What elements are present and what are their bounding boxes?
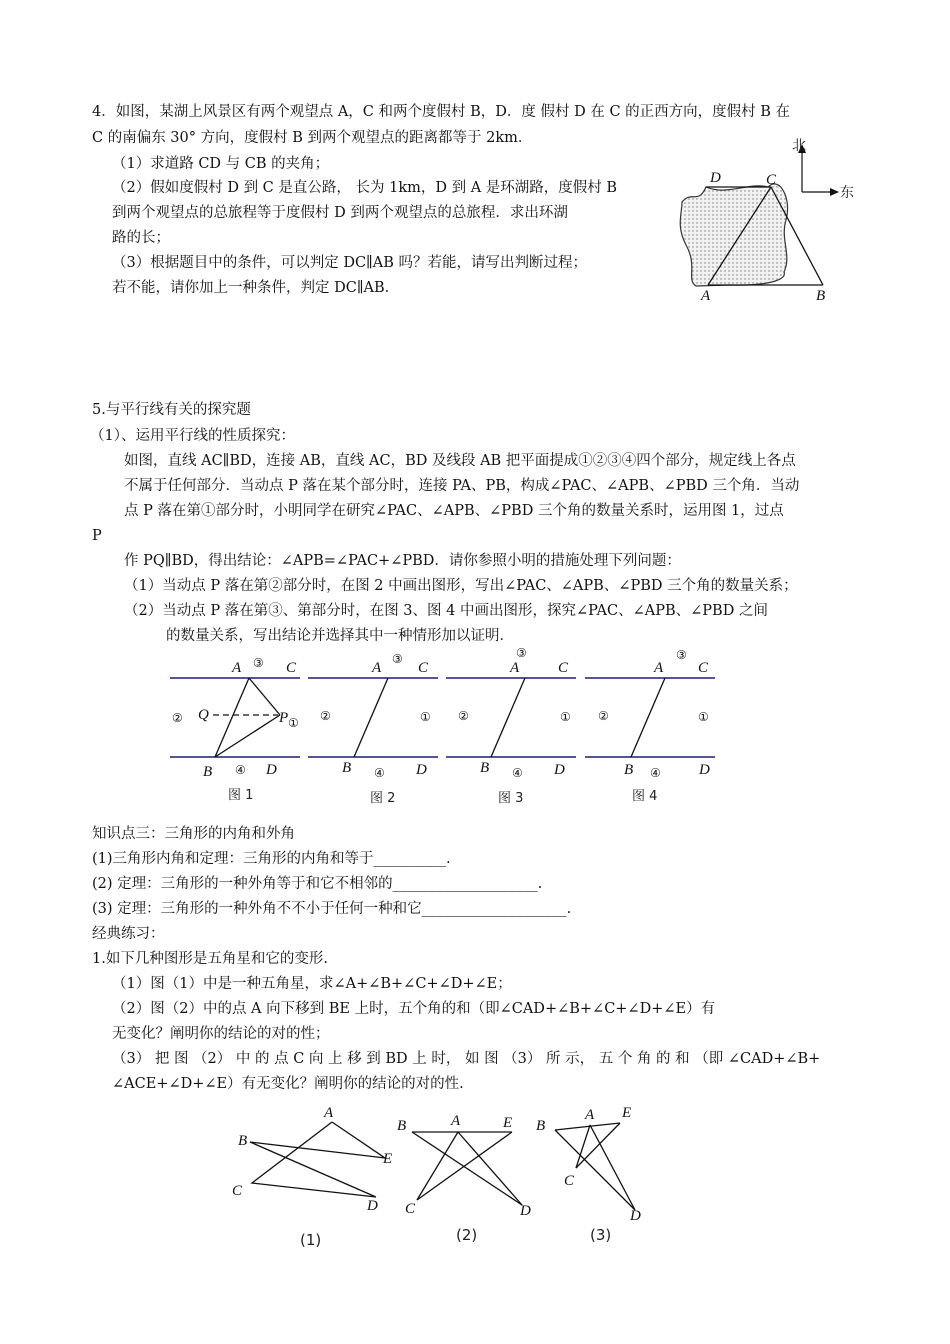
p4-line-7: （3）根据题目中的条件，可以判定 DC∥AB 吗？若能，请写出判断过程； — [112, 255, 587, 271]
p5-line-4: P — [92, 528, 102, 544]
north-label: 北 — [792, 138, 806, 154]
figure-2 — [308, 652, 438, 806]
s1-B: B — [238, 1133, 248, 1149]
point-A: A — [701, 288, 711, 304]
lake-shape — [680, 184, 787, 286]
s1-E: E — [383, 1151, 393, 1167]
f3-caption: 图 3 — [498, 791, 524, 806]
point-C: C — [766, 172, 777, 188]
f3-B: B — [480, 760, 490, 776]
p4-line-2: C 的南偏东 30° 方向，度假村 B 到两个观望点的距离都等于 2km． — [92, 130, 533, 146]
f3-r2: ② — [458, 709, 469, 723]
parallel-figures — [160, 645, 730, 810]
f4-r4: ④ — [650, 766, 661, 780]
star-figure-1 — [232, 1105, 392, 1249]
figure-3 — [446, 646, 576, 806]
practice-line-2: （2）图（2）中的点 A 向下移到 BE 上时，五个角的和（即∠CAD+∠B+∠C+∠D+∠E）有 — [112, 1001, 716, 1017]
f4-caption: 图 4 — [632, 789, 658, 804]
f1-C: C — [286, 660, 297, 676]
s3-E: E — [622, 1105, 632, 1121]
f4-C: C — [698, 660, 709, 676]
s3-D: D — [630, 1208, 641, 1224]
f1-r3: ③ — [253, 656, 264, 670]
f1-r1: ① — [288, 716, 299, 730]
f1-r2: ② — [172, 711, 183, 725]
p5-line-2: 不属于任何部分．当动点 P 落在某个部分时，连接 PA、PB，构成∠PAC、∠APB、∠PBD 三个角．当动 — [124, 478, 800, 494]
f2-B: B — [342, 760, 352, 776]
p5-sub1: （1）、运用平行线的性质探究： — [90, 428, 295, 444]
s2-E: E — [503, 1115, 513, 1131]
star-figure-2 — [397, 1113, 531, 1244]
star-figure-3 — [536, 1105, 641, 1244]
s2-C: C — [405, 1201, 416, 1217]
s2-B: B — [397, 1118, 407, 1134]
f3-r4: ④ — [512, 766, 523, 780]
f2-r2: ② — [320, 709, 331, 723]
f3-r1: ① — [560, 710, 571, 724]
f1-Q: Q — [198, 707, 209, 723]
k3-item-2: (2) 定理：三角形的一种外角等于和它不相邻的____________________. — [92, 876, 543, 892]
s3-caption: (3) — [590, 1226, 612, 1244]
point-B: B — [816, 288, 826, 304]
p5-line-1: 如图，直线 AC∥BD，连接 AB，直线 AC，BD 及线段 AB 把平面提成①②③④四个部分，规定线上各点 — [124, 453, 796, 469]
f2-r4: ④ — [374, 766, 385, 780]
f3-r3: ③ — [516, 646, 527, 660]
practice-line-5: ∠ACE+∠D+∠E）有无变化？阐明你的结论的对的性. — [112, 1076, 464, 1092]
s3-C: C — [564, 1173, 575, 1189]
f1-caption: 图 1 — [228, 788, 254, 803]
practice-line-3: 无变化？阐明你的结论的对的性； — [112, 1026, 330, 1042]
s2-caption: (2) — [456, 1226, 478, 1244]
s1-D: D — [367, 1198, 378, 1214]
p5-line-7: （2）当动点 P 落在第③、第部分时，在图 3、图 4 中画出图形，探究∠PAC、∠APB、∠PBD 之间 — [124, 603, 768, 619]
f2-D: D — [416, 762, 427, 778]
p4-line-8: 若不能，请你加上一种条件，判定 DC∥AB． — [112, 280, 400, 296]
f2-C: C — [418, 660, 429, 676]
f3-C: C — [558, 660, 569, 676]
p4-line-4: （2）假如度假村 D 到 C 是直公路， 长为 1km，D 到 A 是环湖路，度假村 B — [112, 180, 618, 196]
p4-line-6: 路的长； — [112, 230, 170, 246]
f3-D: D — [554, 762, 565, 778]
k3-title: 知识点三：三角形的内角和外角 — [92, 826, 295, 842]
s3-A: A — [585, 1107, 595, 1123]
practice-title: 经典练习： — [92, 926, 165, 942]
lake-figure — [668, 130, 868, 305]
point-D: D — [710, 170, 721, 186]
star-figures — [220, 1095, 660, 1260]
k3-item-1: (1)三角形内角和定理：三角形的内角和等于__________. — [92, 851, 451, 867]
p5-title: 5.与平行线有关的探究题 — [92, 402, 251, 418]
f2-r1: ① — [420, 710, 431, 724]
f3-A: A — [510, 660, 520, 676]
figure-4 — [585, 648, 715, 804]
f1-D: D — [266, 762, 277, 778]
f4-D: D — [699, 762, 710, 778]
p5-line-5: 作 PQ∥BD，得出结论：∠APB=∠PAC+∠PBD．请你参照小明的措施处理下列问题： — [124, 553, 681, 569]
p4-line-3: （1）求道路 CD 与 CB 的夹角； — [112, 156, 330, 172]
p5-line-8: 的数量关系，写出结论并选择其中一种情形加以证明． — [166, 628, 514, 644]
p5-line-6: （1）当动点 P 落在第②部分时，在图 2 中画出图形，写出∠PAC、∠APB、∠PBD 三个角的数量关系； — [124, 578, 798, 594]
practice-line-4: （3） 把 图 （2） 中 的 点 C 向 上 移 到 BD 上 时， 如 图 （3） 所 示， 五 个 角 的 和 （即 ∠CAD+∠B+ — [112, 1051, 821, 1067]
f1-B: B — [203, 764, 213, 780]
f1-r4: ④ — [235, 763, 246, 777]
f4-r1: ① — [698, 710, 709, 724]
f4-B: B — [624, 762, 634, 778]
f2-r3: ③ — [392, 652, 403, 666]
f1-A: A — [232, 660, 242, 676]
p5-line-3: 点 P 落在第①部分时，小明同学在研究∠PAC、∠APB、∠PBD 三个角的数量关系时，运用图 1，过点 — [124, 503, 784, 519]
figure-1 — [170, 656, 300, 803]
east-label: 东 — [840, 185, 854, 201]
f4-r2: ② — [598, 709, 609, 723]
s1-A: A — [324, 1105, 334, 1121]
practice-q1: 1.如下几种图形是五角星和它的变形. — [92, 951, 328, 967]
f2-caption: 图 2 — [370, 791, 396, 806]
s3-B: B — [536, 1118, 546, 1134]
k3-item-3: (3) 定理：三角形的一种外角不不小于任何一种和它____________________. — [92, 901, 572, 917]
s1-caption: (1) — [300, 1231, 322, 1249]
s2-A: A — [451, 1113, 461, 1129]
f1-P: P — [279, 710, 289, 726]
f4-r3: ③ — [676, 648, 687, 662]
s2-D: D — [520, 1203, 531, 1219]
f2-A: A — [372, 660, 382, 676]
practice-line-1: （1）图（1）中是一种五角星，求∠A+∠B+∠C+∠D+∠E； — [112, 976, 512, 992]
f4-A: A — [654, 660, 664, 676]
s1-C: C — [232, 1183, 243, 1199]
p4-line-1: 4．如图，某湖上风景区有两个观望点 A，C 和两个度假村 B，D．度 假村 D 在 C 的正西方向，度假村 B 在 — [92, 104, 791, 120]
p4-line-5: 到两个观望点的总旅程等于度假村 D 到两个观望点的总旅程．求出环湖 — [112, 205, 568, 221]
